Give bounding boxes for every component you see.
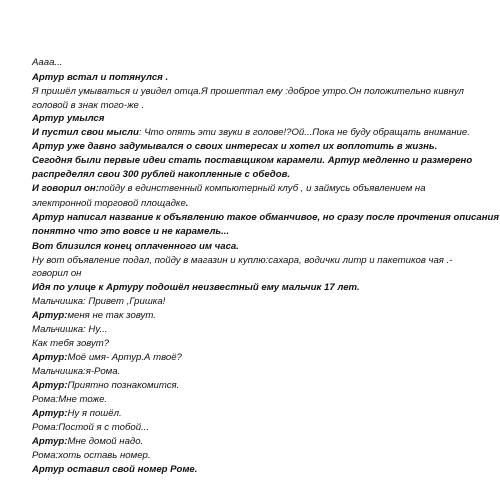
bold-text: Артур:: [32, 380, 68, 391]
text-line: [32, 141, 437, 153]
bold-text: Артур:: [32, 352, 68, 363]
text-line: [32, 296, 165, 308]
regular-text: головой в знак того-же .: [32, 100, 145, 111]
text-line: [32, 338, 109, 350]
text-line: [32, 226, 229, 238]
bold-text: И пустил свои мысли: [32, 127, 139, 138]
regular-text: Мне домой надо.: [67, 436, 144, 447]
bold-text: Артур умылся: [32, 113, 105, 124]
bold-text: Артур уже давно задумывался о своих интересах и хотел их воплотить в жизнь.: [32, 141, 438, 152]
text-line: [32, 394, 107, 406]
text-line: [32, 268, 81, 280]
text-line: [32, 422, 149, 434]
bold-text: Артур:: [32, 408, 68, 419]
bold-text: Артур встал и потянулся .: [32, 72, 169, 83]
regular-text: Мальчишка: Привет ,Гришка!: [32, 296, 166, 307]
bold-text: .: [185, 198, 189, 209]
bold-text: Артур:: [32, 310, 68, 321]
text-line: [32, 169, 290, 181]
regular-text: электронной торговой площадке: [32, 198, 186, 209]
bold-text: Идя по улице к Артуру подошёл неизвестный ему мальчик 17 лет.: [32, 282, 360, 293]
text-line: [32, 352, 182, 364]
text-line: [32, 450, 151, 462]
regular-text: говорил он: [32, 268, 82, 279]
regular-text: Рома:хоть оставь номер.: [32, 450, 151, 461]
regular-text: Как тебя зовут?: [32, 338, 110, 349]
text-line: [32, 464, 197, 476]
text-line: [32, 72, 168, 84]
bold-text: Сегодня были первые идеи стать поставщиком карамели. Артур медленно и размерено: [32, 155, 473, 166]
text-line: [32, 198, 188, 210]
text-line: [32, 57, 62, 69]
regular-text: Рома:Мне тоже.: [32, 394, 108, 405]
text-line: [32, 408, 122, 420]
text-line: [32, 241, 239, 253]
regular-text: Ну вот объявление подал, пойду в магазин и куплю:сахара, водички литр и пакетиков чая .-: [32, 255, 453, 266]
text-line: [32, 324, 107, 336]
bold-text: Артур:: [32, 436, 68, 447]
text-line: [32, 436, 143, 448]
text-line: [32, 100, 144, 112]
regular-text: Моё имя- Артур.А твоё?: [67, 352, 182, 363]
text-line: [32, 282, 360, 294]
regular-text: Рома:Постой я с тобой...: [32, 422, 150, 433]
text-line: [32, 310, 156, 322]
regular-text: Аааа...: [32, 57, 63, 68]
regular-text: меня не так зовут.: [67, 310, 156, 321]
text-line: [32, 366, 120, 378]
bold-text: Артур написал название к объявлению такое обманчивое, но сразу после прочтения описания: [32, 212, 500, 223]
regular-text: Ну я пошёл.: [67, 408, 122, 419]
regular-text: Мальчишка: Ну...: [32, 324, 108, 335]
regular-text: пойду в единственный компьютерный клуб , и займусь объявлением на: [98, 183, 426, 194]
text-line: [32, 127, 470, 139]
bold-text: понятно что это вовсе и не карамель...: [32, 226, 230, 237]
regular-text: Приятно познакомится.: [67, 380, 180, 391]
text-line: [32, 86, 464, 98]
regular-text: Я пришёл умываться и увидел отца.Я прошептал ему :доброе утро.Он положительно кивнул: [32, 86, 464, 97]
text-line: [32, 183, 426, 195]
bold-text: Вот близился конец оплаченного им часа.: [32, 241, 239, 252]
text-line: [32, 380, 179, 392]
regular-text: : Что опять эти звуки в голове!?Ой...Пока не буду обращать внимание.: [138, 127, 470, 138]
regular-text: Мальчишка:я-Рома.: [32, 366, 121, 377]
text-line: [32, 212, 499, 224]
bold-text: распределял свои 300 рублей накопленные с обедов.: [32, 169, 291, 180]
bold-text: И говорил он:: [32, 183, 99, 194]
bold-text: Артур оставил свой номер Роме.: [32, 464, 198, 475]
text-line: [32, 113, 104, 125]
text-line: [32, 255, 452, 267]
text-line: [32, 155, 472, 167]
